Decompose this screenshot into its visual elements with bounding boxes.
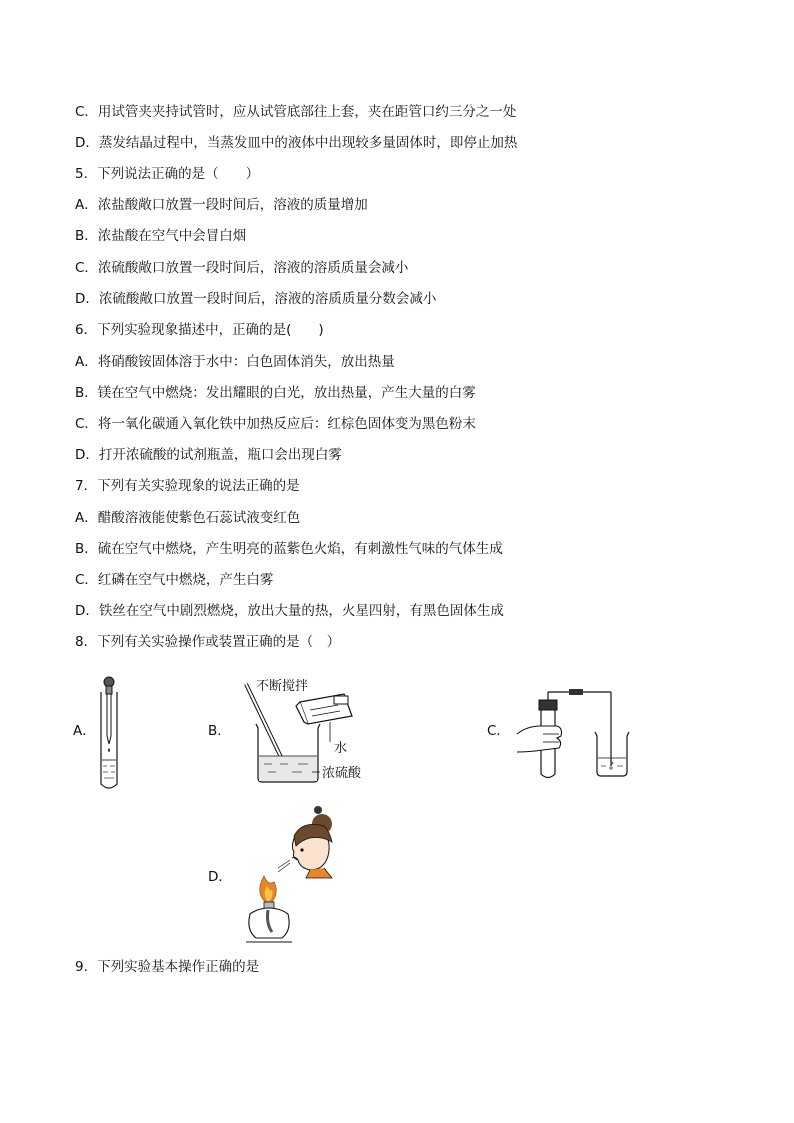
q8-option-b-label: B． bbox=[208, 723, 231, 739]
label-stir: 不断搅拌 bbox=[256, 679, 309, 694]
q5-option-a: A．浓盐酸敞口放置一段时间后，溶液的质量增加 bbox=[75, 197, 368, 213]
q4-option-c: C．用试管夹夹持试管时，应从试管底部往上套，夹在距管口约三分之一处 bbox=[75, 104, 517, 120]
q8-option-c-label: C． bbox=[487, 723, 510, 739]
q8-stem: 8．下列有关实验操作或装置正确的是（ ） bbox=[75, 634, 341, 650]
label-water: 水 bbox=[334, 741, 348, 756]
q5-stem: 5．下列说法正确的是（ ） bbox=[75, 166, 260, 182]
figure-a-dropper-in-tube bbox=[95, 674, 125, 792]
q5-option-d: D．浓硫酸敞口放置一段时间后，溶液的溶质质量分数会减小 bbox=[75, 291, 437, 307]
q9-stem: 9．下列实验基本操作正确的是 bbox=[75, 959, 260, 975]
q7-option-b: B．硫在空气中燃烧，产生明亮的蓝紫色火焰，有刺激性气味的气体生成 bbox=[75, 541, 503, 557]
q7-option-c: C．红磷在空气中燃烧，产生白雾 bbox=[75, 572, 274, 588]
q6-stem: 6．下列实验现象描述中，正确的是( ) bbox=[75, 322, 324, 338]
q5-option-b: B．浓盐酸在空气中会冒白烟 bbox=[75, 228, 247, 244]
q6-option-a: A．将硝酸铵固体溶于水中：白色固体消失，放出热量 bbox=[75, 354, 395, 370]
q4-option-d: D．蒸发结晶过程中，当蒸发皿中的液体中出现较多量固体时，即停止加热 bbox=[75, 135, 518, 151]
figure-d-blowing-lamp bbox=[240, 806, 340, 946]
q8-option-a-label: A． bbox=[73, 723, 96, 739]
q6-option-b: B．镁在空气中燃烧：发出耀眼的白光，放出热量，产生大量的白雾 bbox=[75, 385, 476, 401]
q8-option-d-label: D． bbox=[208, 869, 232, 885]
label-acid: 浓硫酸 bbox=[322, 766, 362, 781]
figure-b-dilution bbox=[240, 676, 390, 786]
q7-option-a: A．醋酸溶液能使紫色石蕊试液变红色 bbox=[75, 510, 301, 526]
q6-option-c: C．将一氧化碳通入氧化铁中加热反应后：红棕色固体变为黑色粉末 bbox=[75, 416, 476, 432]
q5-option-c: C．浓硫酸敞口放置一段时间后，溶液的溶质质量会减小 bbox=[75, 260, 409, 276]
figure-c-airtightness bbox=[513, 686, 643, 782]
q7-option-d: D．铁丝在空气中剧烈燃烧，放出大量的热，火星四射，有黑色固体生成 bbox=[75, 603, 504, 619]
q6-option-d: D．打开浓硫酸的试剂瓶盖，瓶口会出现白雾 bbox=[75, 447, 342, 463]
q7-stem: 7．下列有关实验现象的说法正确的是 bbox=[75, 478, 300, 494]
